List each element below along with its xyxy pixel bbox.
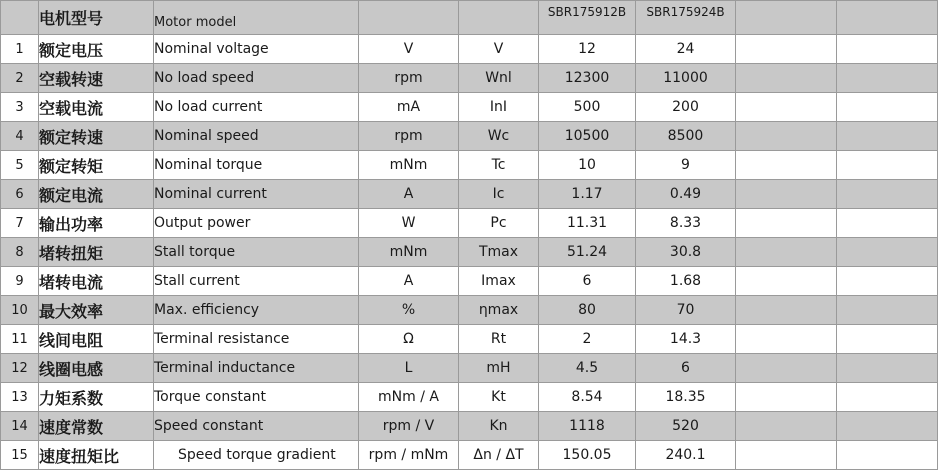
row-value-model-2: 0.49: [636, 180, 736, 209]
row-empty-cell-2: [837, 412, 938, 441]
row-value-model-2: 9: [636, 151, 736, 180]
header-empty-cell-2: [837, 1, 938, 35]
row-value-model-2: 14.3: [636, 325, 736, 354]
row-empty-cell-2: [837, 383, 938, 412]
row-index: 12: [1, 354, 39, 383]
row-unit: W: [359, 209, 459, 238]
row-symbol: Ic: [459, 180, 539, 209]
row-empty-cell-2: [837, 151, 938, 180]
row-empty-cell-1: [736, 209, 837, 238]
row-empty-cell-1: [736, 64, 837, 93]
table-row: [1, 441, 938, 470]
row-value-model-1: 1118: [539, 412, 636, 441]
row-value-model-2: 18.35: [636, 383, 736, 412]
row-empty-cell-2: [837, 122, 938, 151]
table-row: [1, 383, 938, 412]
row-cn-label: 堵转电流: [39, 267, 154, 296]
row-empty-cell-1: [736, 441, 837, 470]
header-model-1: SBR175912B: [539, 1, 636, 35]
row-unit: L: [359, 354, 459, 383]
row-empty-cell-1: [736, 412, 837, 441]
row-empty-cell-2: [837, 209, 938, 238]
row-cn-label: 额定转矩: [39, 151, 154, 180]
row-index: 7: [1, 209, 39, 238]
row-unit: rpm / V: [359, 412, 459, 441]
row-value-model-1: 6: [539, 267, 636, 296]
row-empty-cell-1: [736, 151, 837, 180]
row-empty-cell-2: [837, 64, 938, 93]
row-symbol: ηmax: [459, 296, 539, 325]
row-en-label: Nominal current: [154, 180, 359, 209]
row-unit: mNm: [359, 151, 459, 180]
row-en-label: Speed constant: [154, 412, 359, 441]
row-unit: rpm: [359, 122, 459, 151]
row-index: 9: [1, 267, 39, 296]
row-empty-cell-2: [837, 35, 938, 64]
row-symbol: Imax: [459, 267, 539, 296]
row-empty-cell-1: [736, 93, 837, 122]
row-cn-label: 堵转扭矩: [39, 238, 154, 267]
row-symbol: InI: [459, 93, 539, 122]
row-value-model-1: 10: [539, 151, 636, 180]
row-symbol: Δn / ΔT: [459, 441, 539, 470]
row-empty-cell-1: [736, 296, 837, 325]
row-unit: mNm / A: [359, 383, 459, 412]
row-empty-cell-2: [837, 238, 938, 267]
row-unit: %: [359, 296, 459, 325]
row-en-label: No load current: [154, 93, 359, 122]
row-empty-cell-1: [736, 325, 837, 354]
row-symbol: mH: [459, 354, 539, 383]
row-index: 10: [1, 296, 39, 325]
row-en-label: Stall current: [154, 267, 359, 296]
row-en-label: Nominal speed: [154, 122, 359, 151]
row-value-model-2: 24: [636, 35, 736, 64]
table-row: [1, 122, 938, 151]
row-unit: V: [359, 35, 459, 64]
table-row: [1, 93, 938, 122]
row-empty-cell-2: [837, 354, 938, 383]
row-value-model-2: 520: [636, 412, 736, 441]
row-symbol: Wnl: [459, 64, 539, 93]
row-empty-cell-1: [736, 267, 837, 296]
row-en-label: Terminal inductance: [154, 354, 359, 383]
row-value-model-1: 150.05: [539, 441, 636, 470]
row-unit: Ω: [359, 325, 459, 354]
row-cn-label: 空载电流: [39, 93, 154, 122]
row-cn-label: 额定转速: [39, 122, 154, 151]
row-en-label: Stall torque: [154, 238, 359, 267]
row-symbol: Pc: [459, 209, 539, 238]
spec-table-body: [1, 1, 938, 470]
row-empty-cell-2: [837, 441, 938, 470]
table-row: [1, 151, 938, 180]
row-value-model-1: 500: [539, 93, 636, 122]
row-index: 15: [1, 441, 39, 470]
row-empty-cell-2: [837, 296, 938, 325]
row-empty-cell-2: [837, 180, 938, 209]
row-index: 6: [1, 180, 39, 209]
row-symbol: Rt: [459, 325, 539, 354]
row-cn-label: 线圈电感: [39, 354, 154, 383]
header-index-cell: [1, 1, 39, 35]
row-index: 13: [1, 383, 39, 412]
row-en-label: No load speed: [154, 64, 359, 93]
row-symbol: Tmax: [459, 238, 539, 267]
row-value-model-2: 6: [636, 354, 736, 383]
row-unit: mA: [359, 93, 459, 122]
header-en-label: Motor model: [154, 1, 359, 35]
row-index: 3: [1, 93, 39, 122]
row-index: 8: [1, 238, 39, 267]
row-value-model-2: 11000: [636, 64, 736, 93]
row-cn-label: 速度扭矩比: [39, 441, 154, 470]
row-cn-label: 输出功率: [39, 209, 154, 238]
row-en-label: Speed torque gradient: [154, 441, 359, 470]
row-value-model-1: 8.54: [539, 383, 636, 412]
row-empty-cell-1: [736, 122, 837, 151]
table-row: [1, 238, 938, 267]
row-en-label: Max. efficiency: [154, 296, 359, 325]
row-index: 14: [1, 412, 39, 441]
row-index: 5: [1, 151, 39, 180]
row-symbol: V: [459, 35, 539, 64]
row-cn-label: 最大效率: [39, 296, 154, 325]
row-empty-cell-1: [736, 383, 837, 412]
row-symbol: Kt: [459, 383, 539, 412]
row-empty-cell-1: [736, 35, 837, 64]
row-value-model-2: 8500: [636, 122, 736, 151]
row-value-model-1: 1.17: [539, 180, 636, 209]
table-row: [1, 35, 938, 64]
table-row: [1, 64, 938, 93]
row-empty-cell-2: [837, 267, 938, 296]
header-cn-label: 电机型号: [39, 1, 154, 35]
row-index: 4: [1, 122, 39, 151]
row-value-model-1: 80: [539, 296, 636, 325]
row-en-label: Nominal voltage: [154, 35, 359, 64]
header-empty-cell-1: [736, 1, 837, 35]
row-value-model-2: 200: [636, 93, 736, 122]
row-value-model-1: 2: [539, 325, 636, 354]
row-index: 11: [1, 325, 39, 354]
row-unit: mNm: [359, 238, 459, 267]
row-unit: rpm: [359, 64, 459, 93]
row-en-label: Output power: [154, 209, 359, 238]
row-unit: rpm / mNm: [359, 441, 459, 470]
row-value-model-2: 70: [636, 296, 736, 325]
table-row: [1, 412, 938, 441]
row-value-model-1: 51.24: [539, 238, 636, 267]
row-empty-cell-1: [736, 354, 837, 383]
row-value-model-1: 12: [539, 35, 636, 64]
row-index: 2: [1, 64, 39, 93]
table-row: [1, 180, 938, 209]
table-row: [1, 354, 938, 383]
row-en-label: Terminal resistance: [154, 325, 359, 354]
row-index: 1: [1, 35, 39, 64]
row-value-model-1: 12300: [539, 64, 636, 93]
row-symbol: Tc: [459, 151, 539, 180]
header-model-2: SBR175924B: [636, 1, 736, 35]
table-row: [1, 296, 938, 325]
row-value-model-1: 11.31: [539, 209, 636, 238]
row-cn-label: 力矩系数: [39, 383, 154, 412]
header-unit-cell: [359, 1, 459, 35]
row-empty-cell-1: [736, 180, 837, 209]
table-header-row: [1, 1, 938, 35]
row-unit: A: [359, 180, 459, 209]
row-symbol: Wc: [459, 122, 539, 151]
row-value-model-2: 240.1: [636, 441, 736, 470]
row-cn-label: 额定电压: [39, 35, 154, 64]
row-cn-label: 额定电流: [39, 180, 154, 209]
row-value-model-2: 8.33: [636, 209, 736, 238]
row-empty-cell-2: [837, 93, 938, 122]
row-value-model-2: 30.8: [636, 238, 736, 267]
row-value-model-2: 1.68: [636, 267, 736, 296]
table-row: [1, 267, 938, 296]
row-value-model-1: 10500: [539, 122, 636, 151]
table-row: [1, 209, 938, 238]
row-empty-cell-2: [837, 325, 938, 354]
table-row: [1, 325, 938, 354]
header-symbol-cell: [459, 1, 539, 35]
row-empty-cell-1: [736, 238, 837, 267]
row-en-label: Torque constant: [154, 383, 359, 412]
row-cn-label: 线间电阻: [39, 325, 154, 354]
row-value-model-1: 4.5: [539, 354, 636, 383]
row-cn-label: 空载转速: [39, 64, 154, 93]
row-symbol: Kn: [459, 412, 539, 441]
row-unit: A: [359, 267, 459, 296]
row-en-label: Nominal torque: [154, 151, 359, 180]
row-cn-label: 速度常数: [39, 412, 154, 441]
